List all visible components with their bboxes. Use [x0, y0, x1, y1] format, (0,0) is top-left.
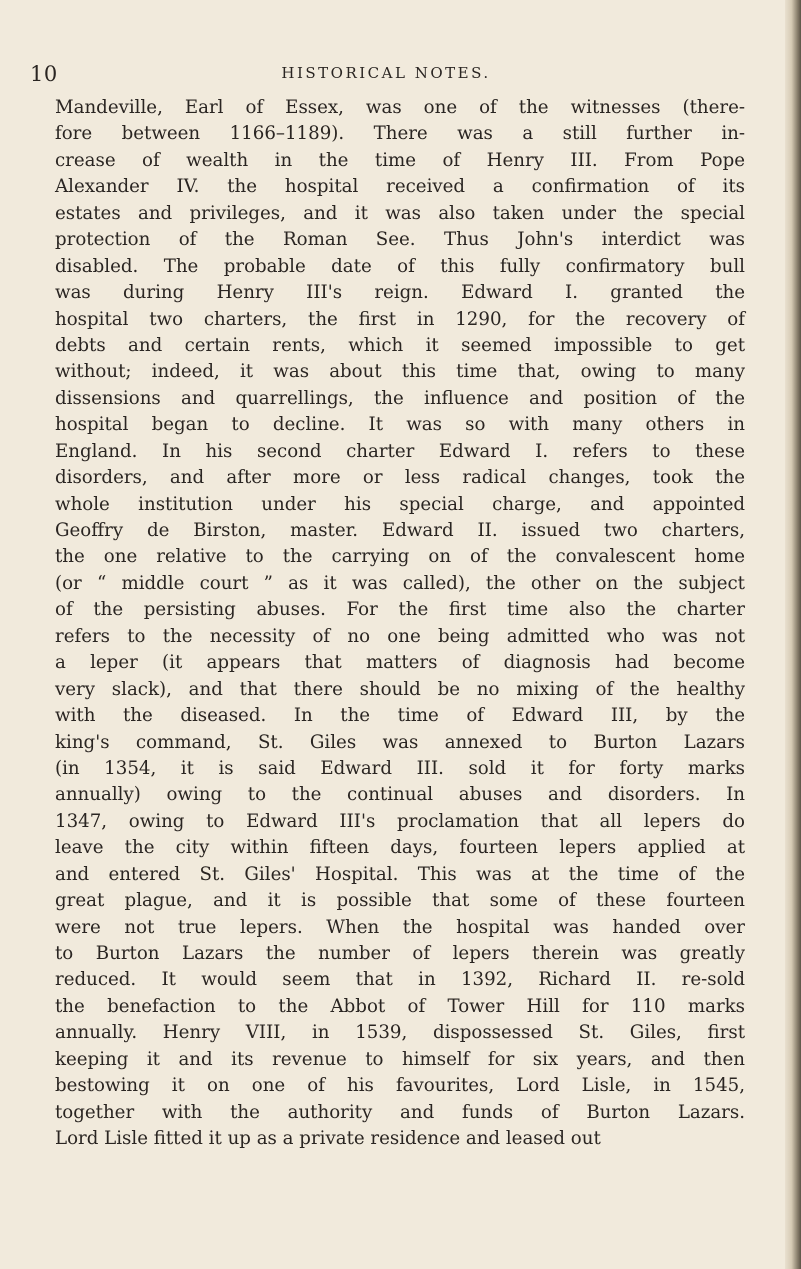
text-line: was during Henry III's reign. Edward I. granted the: [55, 282, 745, 304]
text-line: hospital began to decline. It was so with many others in: [55, 414, 745, 436]
text-line: without; indeed, it was about this time that, owing to many: [55, 361, 745, 383]
text-line: hospital two charters, the first in 1290, for the recovery of: [55, 308, 745, 330]
text-line: the one relative to the carrying on of the convalescent home: [55, 546, 745, 568]
text-line: Mandeville, Earl of Essex, was one of the witnesses (there-: [55, 97, 745, 118]
text-line: bestowing it on one of his favourites, Lord Lisle, in 1545,: [55, 1075, 745, 1097]
text-line: 1347, owing to Edward III's proclamation that all lepers do: [55, 810, 745, 832]
body-text: [55, 95, 745, 1153]
text-line: and entered St. Giles' Hospital. This was at the time of the: [55, 863, 745, 885]
text-line: protection of the Roman See. Thus John's interdict was: [55, 229, 745, 251]
page-header: [30, 62, 742, 86]
text-line: were not true lepers. When the hospital was handed over: [55, 916, 745, 938]
text-line: fore between 1166–1189). There was a still further in-: [55, 123, 745, 145]
text-line: together with the authority and funds of Burton Lazars.: [55, 1101, 745, 1123]
text-line: debts and certain rents, which it seemed impossible to get: [55, 334, 745, 356]
text-line: to Burton Lazars the number of lepers therein was greatly: [55, 943, 745, 964]
text-line: whole institution under his special charge, and appointed: [55, 493, 745, 515]
text-line: leave the city within fifteen days, fourteen lepers applied at: [55, 837, 745, 859]
text-line: estates and privileges, and it was also taken under the special: [55, 202, 745, 224]
text-line: with the diseased. In the time of Edward III, by the: [55, 705, 745, 727]
text-line: reduced. It would seem that in 1392, Richard II. re-sold: [55, 969, 745, 991]
text-line: king's command, St. Giles was annexed to Burton Lazars: [55, 731, 745, 753]
text-line: (in 1354, it is said Edward III. sold it for forty marks: [55, 757, 745, 779]
text-line: great plague, and it is possible that some of these fourteen: [55, 890, 745, 912]
text-line: Alexander IV. the hospital received a confirmation of its: [55, 176, 745, 198]
text-line: keeping it and its revenue to himself for six years, and then: [55, 1048, 745, 1070]
text-line: disabled. The probable date of this fully confirmatory bull: [55, 255, 745, 277]
text-line: dissensions and quarrellings, the influence and position of the: [55, 387, 745, 409]
page-edge-shadow: [785, 0, 801, 1269]
text-line: crease of wealth in the time of Henry III. From Pope: [55, 149, 745, 171]
text-line: of the persisting abuses. For the first time also the charter: [55, 599, 745, 621]
text-line: Geoffry de Birston, master. Edward II. issued two charters,: [55, 520, 745, 541]
page-number: 10: [30, 62, 58, 86]
text-line: England. In his second charter Edward I. refers to these: [55, 440, 745, 462]
text-line: (or “ middle court ” as it was called), the other on the subject: [55, 572, 745, 594]
text-line: annually. Henry VIII, in 1539, dispossessed St. Giles, first: [55, 1022, 745, 1044]
text-line: very slack), and that there should be no mixing of the healthy: [55, 678, 745, 700]
running-title: HISTORICAL NOTES.: [281, 64, 491, 82]
text-line: disorders, and after more or less radical changes, took the: [55, 467, 745, 489]
text-line: Lord Lisle fitted it up as a private residence and leased out: [55, 1128, 601, 1150]
text-line: the benefaction to the Abbot of Tower Hill for 110 marks: [55, 995, 745, 1017]
text-line: annually) owing to the continual abuses and disorders. In: [55, 784, 745, 806]
text-line: a leper (it appears that matters of diagnosis had become: [55, 652, 745, 674]
text-line: refers to the necessity of no one being admitted who was not: [55, 625, 745, 647]
